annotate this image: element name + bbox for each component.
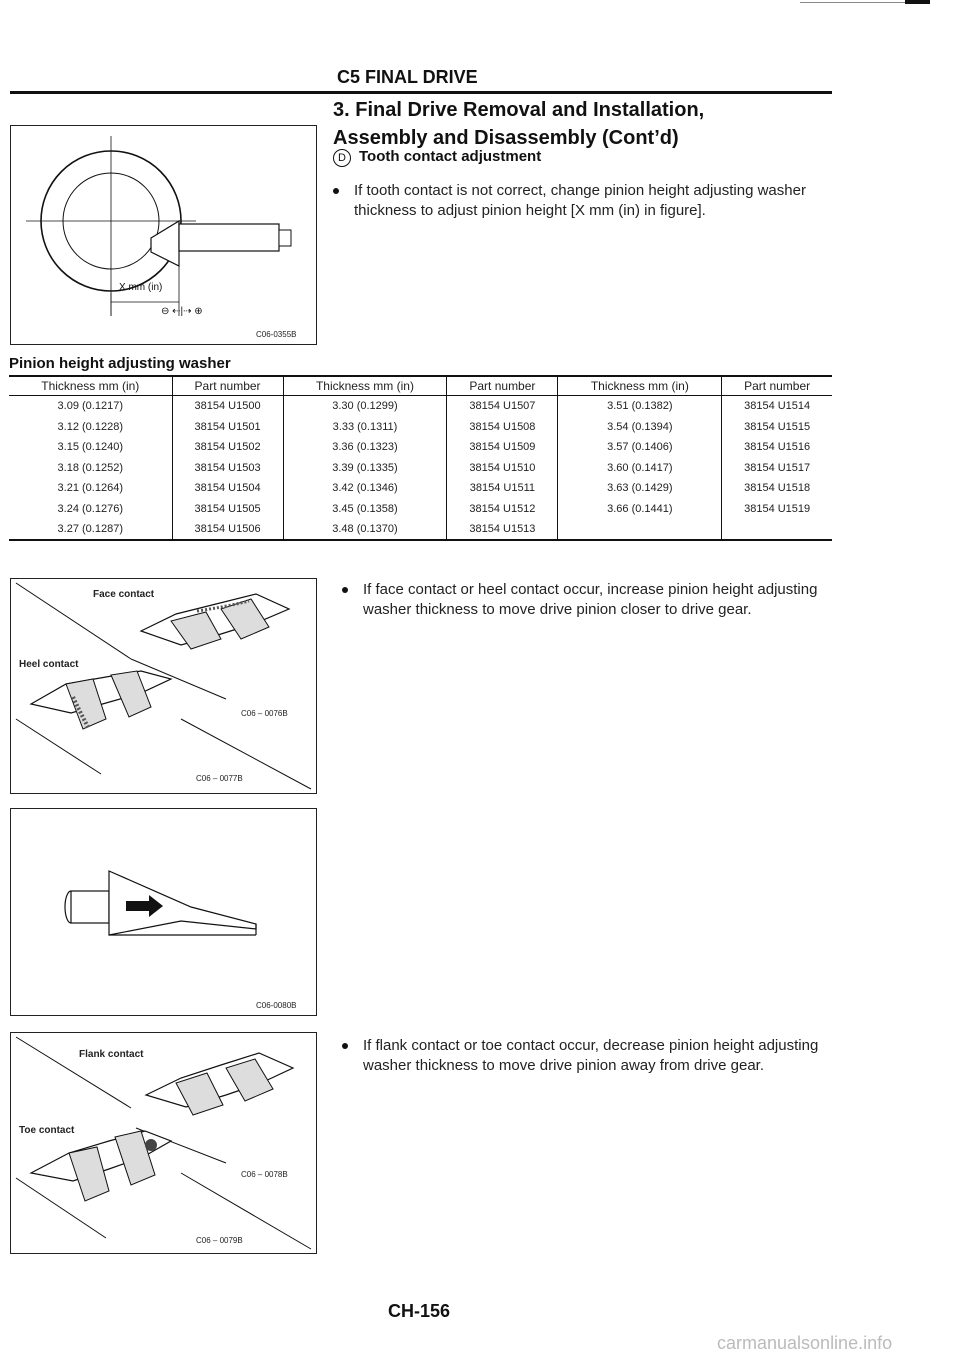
cell: 38154 U1519 [722,499,832,520]
cell: 38154 U1504 [172,478,283,499]
subheading-text: Tooth contact adjustment [359,148,542,165]
cell: 3.24 (0.1276) [57,502,123,515]
cell: 38154 U1507 [447,396,558,417]
figure-code: C06 – 0079B [196,1236,243,1245]
circled-d-icon: D [333,149,351,167]
cell: 3.27 (0.1287) [57,523,123,536]
bullet-tooth-contact [354,181,834,221]
bullet-text: If tooth contact is not correct, change pinion height adjusting washer thickness to adjust pinion height [X mm (in) in figure]. [354,182,806,219]
table-bottom-rule [9,539,832,541]
table-row [9,499,832,520]
header-rule [10,91,832,94]
table-title: Pinion height adjusting washer [9,355,231,372]
cell: 38154 U1506 [172,519,283,540]
washer-table [9,377,832,540]
bullet-face-heel [363,580,833,620]
cell: 38154 U1509 [447,437,558,458]
cell [558,519,722,540]
header-thickness: Thickness mm (in) [558,377,722,396]
cell: 38154 U1511 [447,478,558,499]
heading-line-2: Assembly and Disassembly (Cont’d) [333,127,679,149]
figure-pinion-move [10,808,317,1016]
cell: 38154 U1500 [172,396,283,417]
face-contact-label: Face contact [93,589,155,600]
bullet-icon [342,587,348,593]
flank-contact-label: Flank contact [79,1049,144,1060]
heading-line-1: 3. Final Drive Removal and Installation, [333,99,705,121]
cell: 3.45 (0.1358) [283,499,447,520]
cell: 38154 U1513 [447,519,558,540]
watermark-text: carmanualsonline.info [717,1333,893,1353]
cell: 3.39 (0.1335) [283,458,447,479]
cell: 3.66 (0.1441) [558,499,722,520]
corner-mark [905,0,930,4]
cell: 38154 U1501 [172,417,283,438]
cell: 38154 U1512 [447,499,558,520]
section-title: C5 FINAL DRIVE [337,67,478,87]
header-part-number: Part number [447,377,558,396]
figure-code: C06 – 0077B [196,774,243,783]
heel-contact-label: Heel contact [19,659,79,670]
corner-line [800,2,905,3]
toe-contact-label: Toe contact [19,1125,75,1136]
figure-face-heel-contact [10,578,317,794]
cell: 3.36 (0.1323) [283,437,447,458]
cell: 3.33 (0.1311) [283,417,447,438]
direction-signs: ⊖ ⇠|⇢ ⊕ [161,306,203,317]
bullet-text: If flank contact or toe contact occur, decrease pinion height adjusting washer thickness to move drive pinion away from drive gear. [363,1037,819,1074]
figure-code: C06-0355B [256,330,297,339]
figure-flank-toe-contact [10,1032,317,1254]
header-thickness: Thickness mm (in) [9,377,172,396]
table-row [9,417,832,438]
cell: 3.15 (0.1240) [57,441,123,454]
cell: 38154 U1515 [722,417,832,438]
header-thickness: Thickness mm (in) [283,377,447,396]
figure-code: C06 – 0076B [241,709,288,718]
cell: 3.48 (0.1370) [283,519,447,540]
header-part-number: Part number [172,377,283,396]
bullet-text: If face contact or heel contact occur, increase pinion height adjusting washer thickness to move drive pinion closer to drive gear. [363,581,818,618]
dimension-label: X mm (in) [119,282,163,293]
cell: 38154 U1518 [722,478,832,499]
figure-code: C06-0080B [256,1001,297,1010]
cell: 3.60 (0.1417) [558,458,722,479]
face-heel-contact-diagram [11,579,316,793]
cell: 38154 U1502 [172,437,283,458]
cell: 38154 U1505 [172,499,283,520]
table-row [9,519,832,540]
bullet-flank-toe [363,1036,833,1076]
bullet-icon [342,1043,348,1049]
cell: 38154 U1514 [722,396,832,417]
table-row [9,458,832,479]
cell [722,519,832,540]
table-row [9,396,832,417]
flank-toe-contact-diagram [11,1033,316,1253]
cell: 38154 U1517 [722,458,832,479]
bullet-icon [333,188,339,194]
cell: 38154 U1510 [447,458,558,479]
table-row [9,437,832,458]
cell: 3.12 (0.1228) [57,420,123,433]
cell: 3.63 (0.1429) [558,478,722,499]
cell: 38154 U1503 [172,458,283,479]
header-part-number: Part number [722,377,832,396]
cell: 3.51 (0.1382) [558,396,722,417]
subheading [333,148,541,167]
cell: 38154 U1508 [447,417,558,438]
cell: 3.42 (0.1346) [283,478,447,499]
figure-pinion-height [10,125,317,345]
cell: 38154 U1516 [722,437,832,458]
cell: 3.30 (0.1299) [283,396,447,417]
pinion-move-diagram [11,809,316,1015]
cell: 3.09 (0.1217) [57,400,123,413]
page-number: CH-156 [388,1301,451,1321]
table-header-row [9,377,832,396]
page-heading [333,96,813,152]
cell: 3.18 (0.1252) [57,461,123,474]
cell: 3.57 (0.1406) [558,437,722,458]
cell: 3.54 (0.1394) [558,417,722,438]
figure-code: C06 – 0078B [241,1170,288,1179]
table-row [9,478,832,499]
cell: 3.21 (0.1264) [57,482,123,495]
